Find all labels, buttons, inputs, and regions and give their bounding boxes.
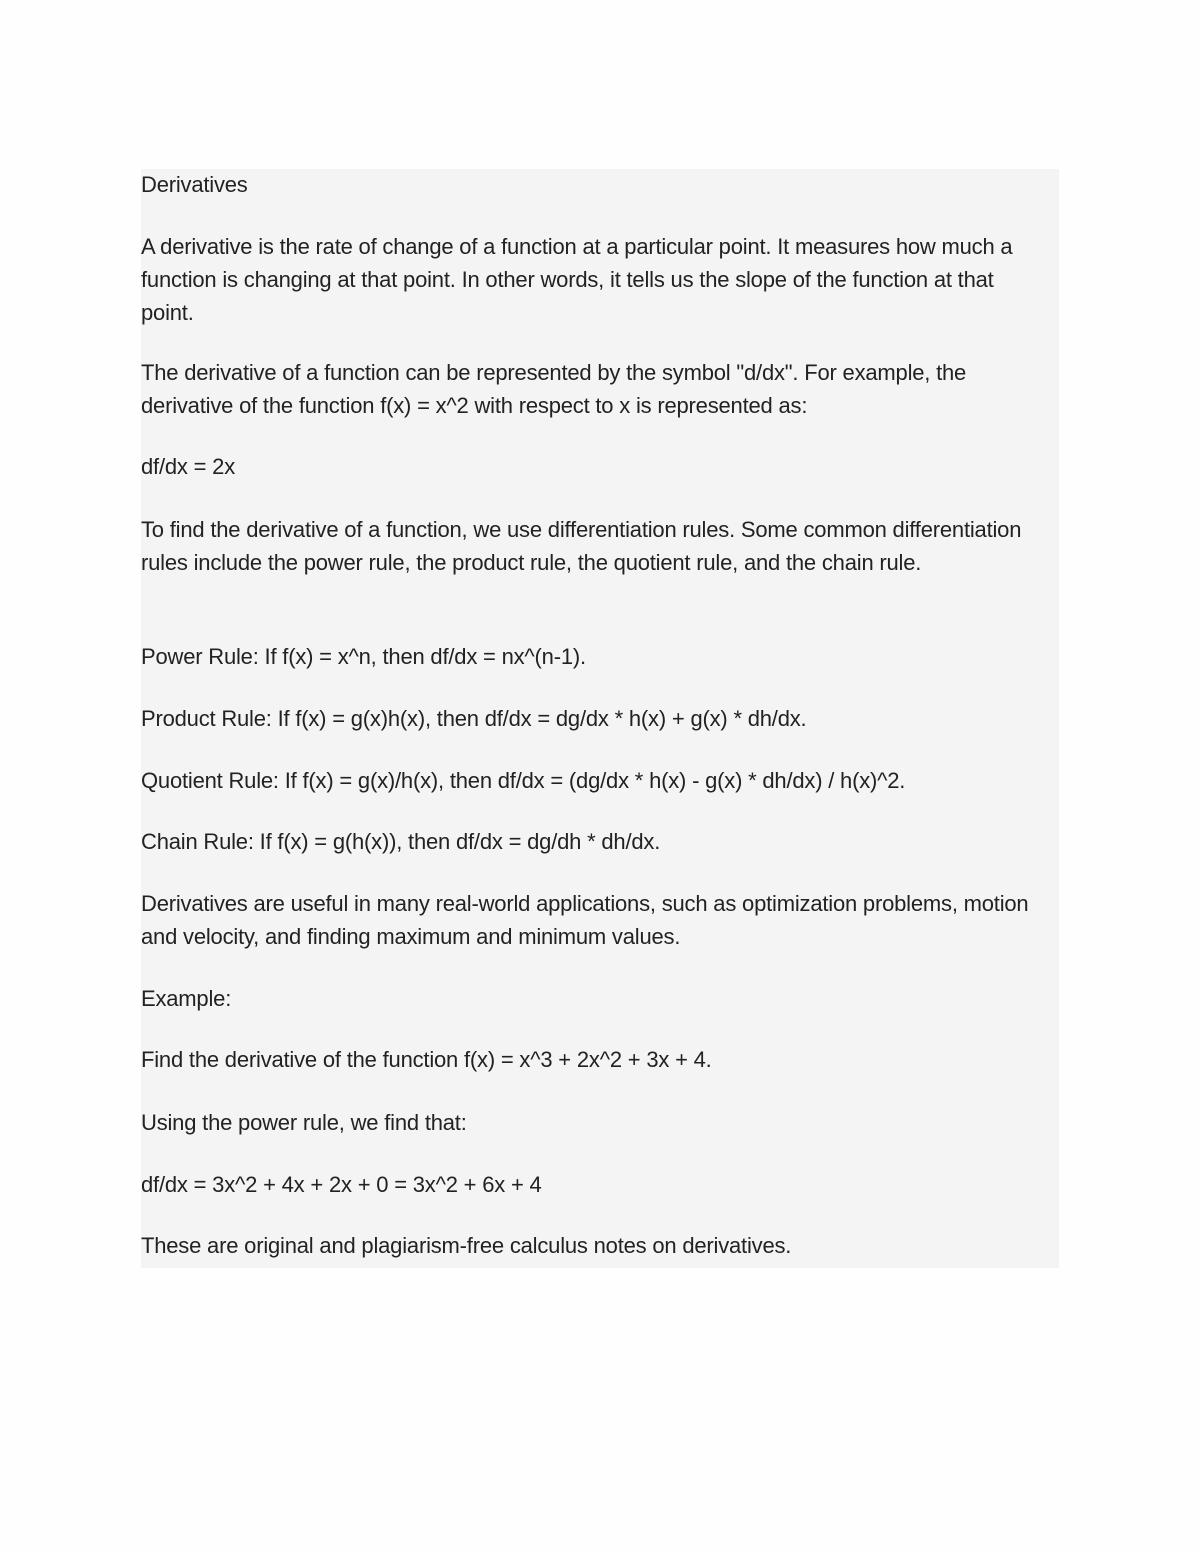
- intro-paragraph: A derivative is the rate of change of a function at a particular point. It measures how much a function is changing at that point. In other words, it tells us the slope of the function at that point.: [141, 234, 1013, 325]
- quotient-rule: Quotient Rule: If f(x) = g(x)/h(x), then df/dx = (dg/dx * h(x) - g(x) * dh/dx) / h(x)^2.: [141, 768, 906, 793]
- closing-paragraph: These are original and plagiarism-free calculus notes on derivatives.: [141, 1233, 792, 1258]
- symbol-paragraph: The derivative of a function can be represented by the symbol "d/dx". For example, the derivative of the function f(x) = x^2 with respect to x is represented as:: [141, 360, 967, 418]
- product-rule: Product Rule: If f(x) = g(x)h(x), then df/dx = dg/dx * h(x) + g(x) * dh/dx.: [141, 706, 807, 731]
- example-result: df/dx = 2x: [141, 454, 236, 479]
- example-problem: Find the derivative of the function f(x) = x^3 + 2x^2 + 3x + 4.: [141, 1047, 712, 1072]
- chain-rule: Chain Rule: If f(x) = g(h(x)), then df/dx = dg/dh * dh/dx.: [141, 829, 661, 854]
- document-title: Derivatives: [141, 172, 248, 197]
- example-method: Using the power rule, we find that:: [141, 1110, 467, 1135]
- power-rule: Power Rule: If f(x) = x^n, then df/dx = nx^(n-1).: [141, 644, 586, 669]
- rules-intro-paragraph: To find the derivative of a function, we use differentiation rules. Some common differentiation rules include the power rule, the product rule, the quotient rule, and the chain rule.: [141, 517, 1022, 575]
- applications-paragraph: Derivatives are useful in many real-world applications, such as optimization problems, motion and velocity, and finding maximum and minimum values.: [141, 891, 1029, 949]
- example-label: Example:: [141, 986, 232, 1011]
- example-solution: df/dx = 3x^2 + 4x + 2x + 0 = 3x^2 + 6x + 4: [141, 1172, 542, 1197]
